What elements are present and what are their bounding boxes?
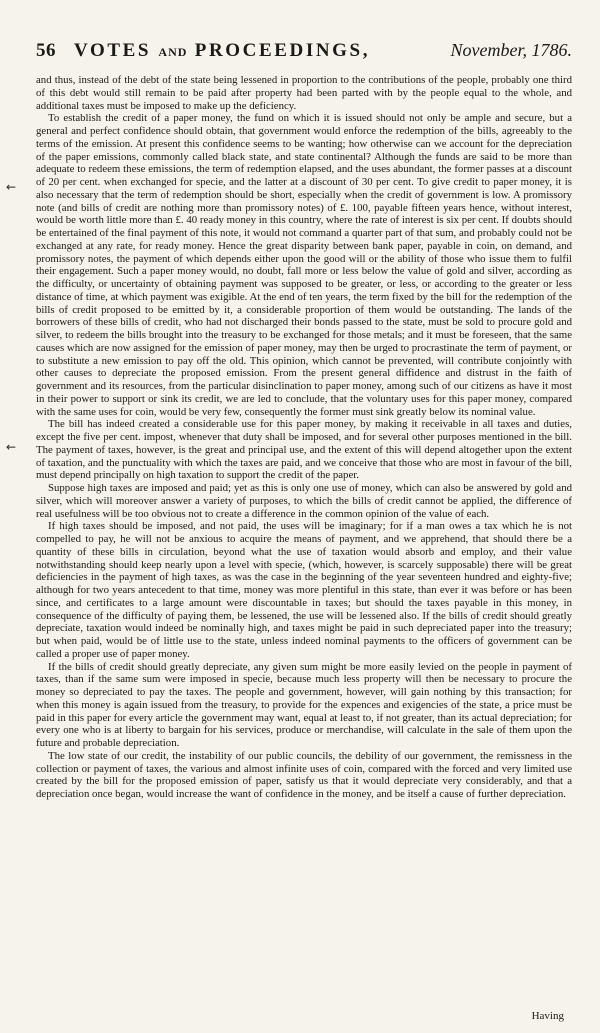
title-votes: VOTES bbox=[74, 40, 152, 61]
paragraph: The low state of our credit, the instability of our public councils, the debility of our government, the remissness in the collection or payment of taxes, the various and almost infinite uses of coin, compared with the forced and very limited use created by the bill for the proposed emission of paper, satisfy us that it would depreciate very considerably, and that a depreciation once began, would increase the want of confidence in the money, and be itself a cause of further depreciation. bbox=[36, 749, 572, 800]
margin-mark-icon: ← bbox=[6, 180, 17, 194]
title-proceedings: PROCEEDINGS, bbox=[194, 40, 371, 61]
body-text bbox=[36, 74, 572, 801]
title-and: AND bbox=[158, 45, 188, 59]
catchword: Having bbox=[531, 1010, 564, 1022]
paragraph: The bill has indeed created a considerable use for this paper money, by making it receivable in all taxes and duties, except the five per cent. impost, whenever that duty shall be imposed, and for several other purposes mentioned in the bill. The payment of taxes, however, is the great and principal use, and the extent of this will depend altogether upon the extent of taxation, and the punctuality with which the taxes are paid, and we conceive that those who are most in favour of the bill, must depend principally on high taxation to support the credit of the paper. bbox=[36, 418, 572, 482]
paragraph: If the bills of credit should greatly depreciate, any given sum might be more easily levied on the people in payment of taxes, than if the same sum were imposed in specie, because much less property will then be necessary to procure the money so depreciated to pay the taxes. The people and government, however, will gain nothing by this transaction; for when this money is again issued from the treasury, to provide for the expences and exigencies of the state, a price must be paid in this paper for every article the government may want, equal at least to, if not greater, than its actual depreciation; for every one who is at liberty to bargain for his services, produce or merchandise, will calculate in the sale of them upon the future and probable depreciation. bbox=[36, 660, 572, 749]
page-number: 56 bbox=[36, 40, 56, 61]
running-date: November, 1786. bbox=[450, 40, 572, 60]
running-title bbox=[74, 40, 370, 62]
page-header bbox=[36, 40, 576, 66]
margin-mark-icon: ← bbox=[6, 440, 17, 454]
paragraph: and thus, instead of the debt of the state being lessened in proportion to the contributions of the people, probably one third of this debt would still remain to be paid after property had been parted with by the people equal to the whole, and additional taxes must be imposed to make up the deficiency. bbox=[36, 74, 572, 112]
paragraph: If high taxes should be imposed, and not paid, the uses will be imaginary; for if a man owes a tax which he is not compelled to pay, he will not be anxious to acquire the means of payment, and we apprehend, that should there be a quantity of these bills in circulation, beyond what the use of taxation would absorb and employ, and their value notwithstanding should keep nearly upon a level with specie, (which, however, is scarcely supposable) there will be great deficiencies in the payment of high taxes, as was the case in the beginning of the year seventeen hundred and eighty-five; although for two years antecedent to that time, money was more plentiful in this state, than ever it was before or has been since, and certificates to a large amount were discountable in taxes; but should the taxes payable in this money, in consequence of the difficulty of paying them, be lessened, the use will be lessened also. If the bills of credit should greatly depreciate, taxation would indeed be nominally high, and taxes might be paid in such depreciated paper into the treasury; but when paid, would be of little use to the state, unless indeed nominal payments to the officers of government can be called a proper use of paper money. bbox=[36, 520, 572, 660]
paragraph: To establish the credit of a paper money, the fund on which it is issued should not only be ample and secure, but a general and perfect confidence should obtain, that government would enforce the redemption of the bills, agreeably to the terms of the emission. At present this confidence seems to be wanting; how otherwise can we account for the depreciation of the paper emissions, commonly called black state, and state continental? Although the funds are said to be more than adequate to redeem these emissions, the term of redemption elapsed, and the uses abundant, the former passes at a discount of 20 per cent. when exchanged for specie, and the latter at a discount of 30 per cent. To give credit to paper money, it is also necessary that the term of redemption should be short, especially when the credit of government is low. A promissory note (and bills of credit are nothing more than promissory notes) of £. 100, payable fifteen years hence, without interest, would be worth little more than £. 40 ready money in this country, where the rate of interest is six per cent. If doubts should be entertained of the final payment of this note, it would not command a quarter part of that sum, and probably could not be exchanged at any rate, for ready money. Hence the great disparity between bank paper, payable in coin, on demand, and promissory notes, the payment of which depends either upon the good will or the ability of those who issue them to fulfil their engagement. Such a paper money would, no doubt, fall more or less below the value of gold and silver, according as the difficulty, or uncertainty of obtaining payment was supposed to be greater, or less, or according to the greater or less distance of time, at which payment was exigible. At the end of ten years, the term fixed by the bill for the redemption of the bills of credit proposed to be emitted by it, a considerable proportion of them would be outstanding. The lands of the borrowers of these bills of credit, who had not discharged their bonds passed to the state, must be sold to procure gold and silver, to redeem the bills brought into the treasury to be exchanged for those metals; and it must be foreseen, that the same causes which are now assigned for the emission of paper money, may then be urged to procrastinate the term of payment, or to substitute a new emission to pay off the old. This opinion, which cannot be prevented, will contribute conjointly with other causes to depreciate the proposed emission. From the present general diffidence and distrust in the faith of government and its resources, from the particular disinclination to paper money, among such of our citizens as have it most in their power to support or sink its credit, we are led to conclude, that the voluntary uses for this paper money, compared with the same uses for coin, would be very few, consequently the former must sink greatly below its nominal value. bbox=[36, 112, 572, 418]
paragraph: Suppose high taxes are imposed and paid; yet as this is only one use of money, which can also be answered by gold and silver, which will moreover answer a variety of purposes, to which the bills of credit cannot be applied, the difference of real usefulness will be too obvious not to create a difference in the common opinion of the value of each. bbox=[36, 482, 572, 520]
